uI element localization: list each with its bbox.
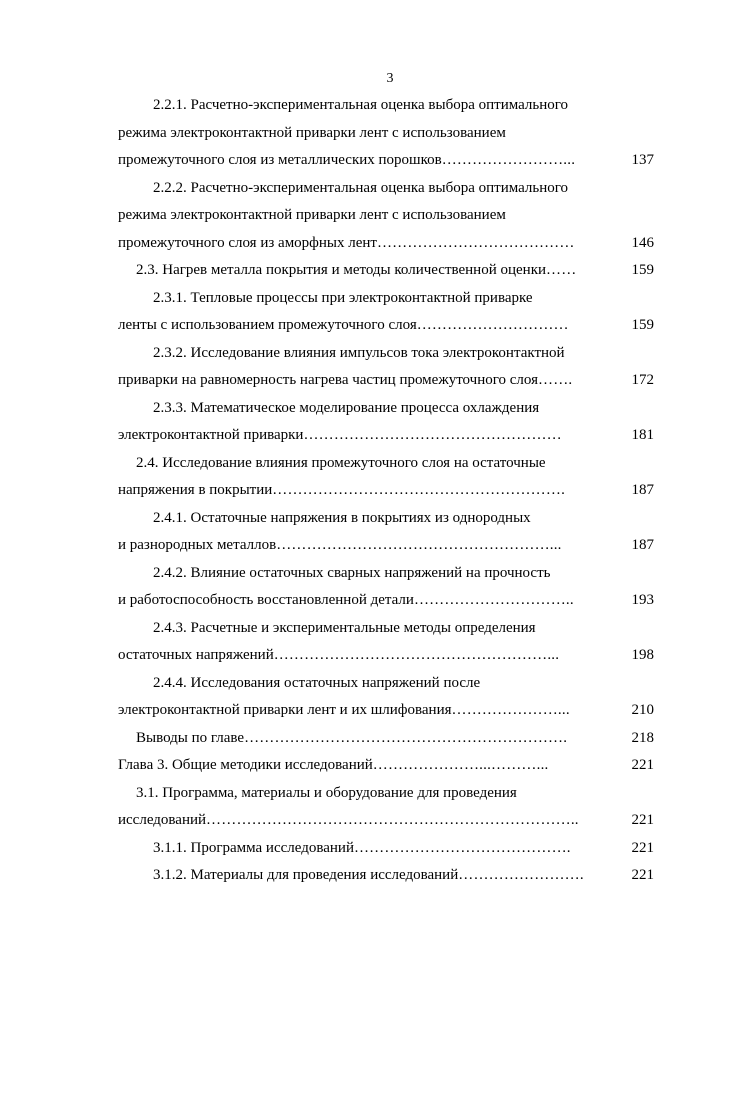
toc-entry-last-line [118,367,654,395]
toc-entry-line: 2.4.3. Расчетные и экспериментальные методы определения [153,619,536,636]
toc-entry[interactable] [118,780,654,835]
toc-leader-dots: ……………………... [441,152,576,168]
toc-page-number: 187 [631,537,654,553]
toc-entry[interactable] [118,92,654,175]
toc-entry-line: 2.4.4. Исследования остаточных напряжений после [153,674,481,691]
toc-entry[interactable] [118,752,654,780]
toc-page-number: 210 [631,702,654,718]
toc-entry[interactable] [118,175,654,258]
toc-page-number: 221 [631,867,654,883]
toc-entry-line: 2.3.3. Математическое моделирование процесса охлаждения [153,399,540,416]
toc-entry-text: Выводы по главе [136,729,245,746]
toc-leader-dots: ………………………… [416,317,569,333]
toc-leader-dots: ………………………………………………………. [244,729,568,746]
toc-leader-dots: ………………………………… [376,234,575,251]
page-number: 3 [386,71,394,86]
toc-entry[interactable] [118,560,654,615]
toc-entry[interactable] [118,835,654,863]
toc-entry-last-line [118,752,654,780]
toc-entry-line: режима электроконтактной приварки лент с использованием [118,207,506,223]
toc-entry[interactable] [118,862,654,890]
table-of-contents [118,92,654,890]
toc-entry-last-line [118,147,654,175]
toc-page-number: 187 [631,482,654,498]
toc-entry-text: промежуточного слоя из металлических порошков [118,152,442,168]
toc-page-number: 172 [631,372,654,388]
toc-entry-last-line [118,257,654,285]
toc-entry-text: 3.1.1. Программа исследований [153,839,354,856]
toc-entry-last-line [118,230,654,258]
toc-entry-line: 2.2.2. Расчетно-экспериментальная оценка выбора оптимального [153,179,569,196]
toc-entry-last-line [118,477,654,505]
toc-entry-text: 3.1.2. Материалы для проведения исследований [153,867,459,883]
toc-entry-last-line [118,725,654,753]
toc-page-number: 218 [631,729,654,746]
toc-entry-line: 2.3.2. Исследование влияния импульсов тока электроконтактной [153,344,565,361]
toc-entry-last-line [118,697,654,725]
toc-entry-text: исследований [118,812,207,828]
toc-page-number: 159 [631,317,654,333]
toc-leader-dots: …………………………………………………. [272,482,566,498]
toc-page-number: 137 [631,152,654,168]
toc-entry[interactable] [118,505,654,560]
toc-page-number: 221 [631,839,654,856]
toc-entry-last-line [118,835,654,863]
toc-entry-last-line [118,807,654,835]
toc-entry[interactable] [118,285,654,340]
toc-page-number: 198 [631,647,654,663]
toc-entry-line: 2.2.1. Расчетно-экспериментальная оценка выбора оптимального [153,97,569,113]
toc-entry-text: и работоспособность восстановленной детали [118,592,414,608]
toc-entry-last-line [118,642,654,670]
toc-entry[interactable] [118,615,654,670]
toc-entry[interactable] [118,395,654,450]
toc-entry[interactable] [118,725,654,753]
toc-entry-line: 2.4. Исследование влияния промежуточного слоя на остаточные [136,454,546,471]
toc-entry-line: 2.4.1. Остаточные напряжения в покрытиях из однородных [153,509,531,526]
toc-entry-last-line [118,422,654,450]
toc-leader-dots: ……. [538,372,573,388]
toc-page-number: 221 [631,757,654,773]
toc-entry-line: 2.3.1. Тепловые процессы при электроконтактной приварке [153,289,533,306]
toc-leader-dots: ……………………. [458,867,584,883]
toc-entry-text: напряжения в покрытии [118,482,273,498]
toc-entry[interactable] [118,670,654,725]
toc-leader-dots: …… [546,262,577,278]
toc-entry-last-line [118,587,654,615]
toc-leader-dots: ………………………………………………... [276,537,562,553]
toc-leader-dots: …………………...………... [372,757,549,773]
toc-entry-last-line [118,532,654,560]
toc-entry-text: 2.3. Нагрев металла покрытия и методы количественной оценки [136,262,547,278]
toc-entry[interactable] [118,257,654,285]
toc-leader-dots: ……………………………………………………………….. [206,812,579,828]
toc-entry-text: ленты с использованием промежуточного слоя [118,317,417,333]
toc-page-number: 221 [631,812,654,828]
toc-entry-text: остаточных напряжений [118,647,274,663]
toc-leader-dots: ………………………….. [413,592,574,608]
toc-entry-text: электроконтактной приварки [118,427,304,443]
toc-entry-line: 2.4.2. Влияние остаточных сварных напряжений на прочность [153,564,551,581]
toc-entry-line: 3.1. Программа, материалы и оборудование для проведения [136,784,517,801]
toc-leader-dots: ……………………………………. [353,839,571,856]
toc-entry-line: режима электроконтактной приварки лент с использованием [118,124,506,141]
toc-page-number: 181 [631,427,654,443]
toc-entry-text: электроконтактной приварки лент и их шлифования [118,702,452,718]
toc-entry-text: промежуточного слоя из аморфных лент [118,234,377,251]
toc-entry-last-line [118,312,654,340]
toc-entry-last-line [118,862,654,890]
toc-leader-dots: …………………………………………… [303,427,562,443]
toc-page-number: 159 [631,262,654,278]
toc-page-number: 146 [631,234,654,251]
toc-leader-dots: …………………... [451,702,570,718]
toc-entry-text: и разнородных металлов [118,537,277,553]
toc-entry[interactable] [118,450,654,505]
toc-leader-dots: ………………………………………………... [273,647,560,663]
toc-page-number: 193 [631,592,654,608]
toc-entry-text: приварки на равномерность нагрева частиц промежуточного слоя [118,372,539,388]
toc-entry-text: Глава 3. Общие методики исследований [118,757,373,773]
toc-entry[interactable] [118,340,654,395]
